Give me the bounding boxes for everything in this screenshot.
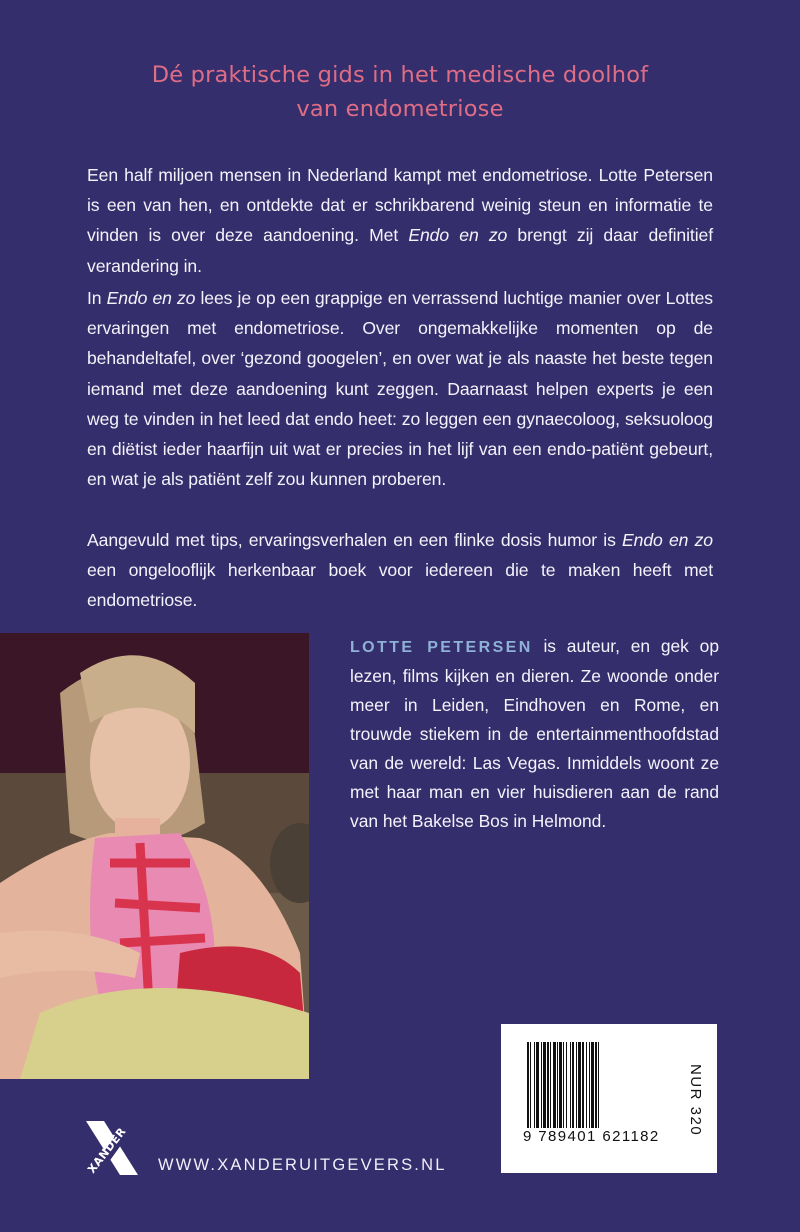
text: Een half miljoen mensen in Nederland kampt met endometriose. Lotte Petersen is een van hen, en ontdekte dat er schrikbarend weinig steun en informatie te vinden is over deze aandoening. Met [87, 165, 713, 246]
book-title: Endo en zo [622, 530, 713, 550]
text: In [87, 288, 107, 308]
text: brengt zij daar definitief verandering in. [87, 225, 713, 276]
book-title: Endo en zo [408, 225, 508, 246]
headline [0, 58, 800, 126]
headline-line-2: van endometriose [296, 96, 504, 122]
blurb-paragraph-2 [87, 283, 713, 494]
publisher-url[interactable]: WWW.XANDERUITGEVERS.NL [158, 1156, 447, 1174]
author-bio [350, 632, 719, 836]
author-bio-text: is auteur, en gek op lezen, films kijken en dieren. Ze woonde onder meer in Leiden, Eindhoven en Rome, en trouwde stiekem in de entertainmenthoofdstad van de wereld: Las Vegas. Inmiddels woont ze met haar man en vier huisdieren aan de rand van het Bakelse Bos in Helmond. [350, 636, 719, 831]
author-photo [0, 633, 309, 1079]
isbn-barcode [501, 1024, 717, 1173]
book-title: Endo en zo [106, 288, 196, 308]
blurb-paragraph-1 [87, 160, 713, 281]
text: een ongelooflijk herkenbaar boek voor iedereen die te maken heeft met endometriose. [87, 560, 713, 611]
xander-logo-icon [84, 1119, 140, 1177]
author-portrait-illustration [0, 633, 309, 1079]
text: Aangevuld met tips, ervaringsverhalen en een flinke dosis humor is [87, 530, 623, 550]
blurb-paragraph-3 [87, 525, 713, 616]
headline-line-1: Dé praktische gids in het medische doolhof [151, 62, 649, 88]
author-name: LOTTE PETERSEN [350, 639, 533, 656]
isbn-number: 9 789401 621182 [523, 1128, 660, 1145]
text: lees je op een grappige en verrassend luchtige manier over Lottes ervaringen met endometriose. Over ongemakkelijke momenten op de behandeltafel, over ‘gezond googelen’, en over wat je als naaste het beste tegen iemand met deze aandoening kunt zeggen. Daarnaast helpen experts je een weg te vinden in het leed dat endo heet: zo leggen een gynaecoloog, seksuoloog en diëtist ieder haarfijn uit wat er precies in het lijf van een endo-patiënt gebeurt, en wat je als patiënt zelf zou kunnen proberen. [87, 288, 713, 490]
nur-code: NUR 320 [687, 1064, 704, 1137]
svg-text:XANDER: XANDER [85, 1125, 129, 1176]
